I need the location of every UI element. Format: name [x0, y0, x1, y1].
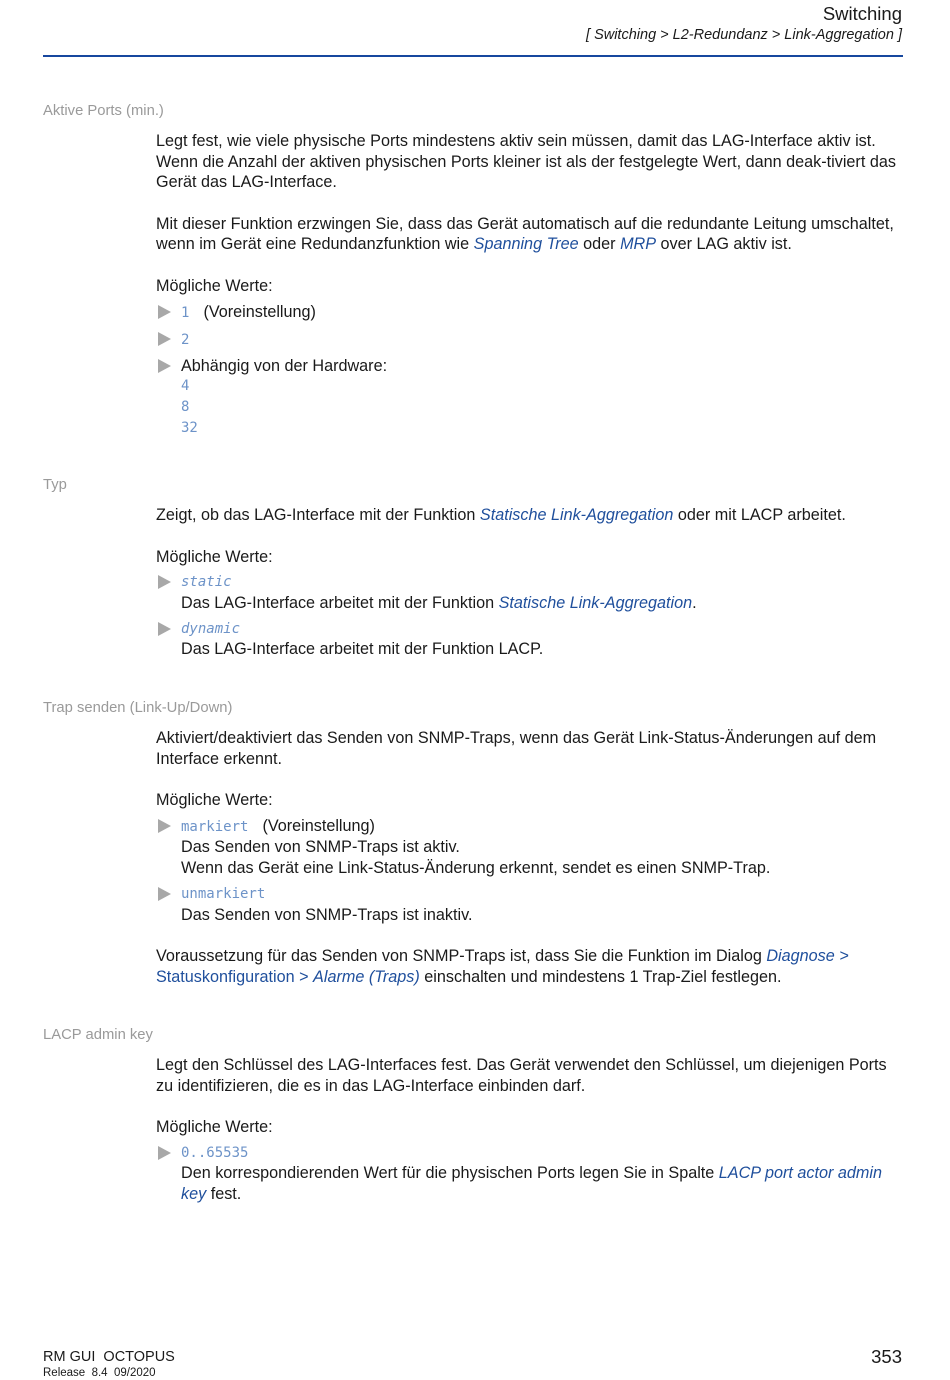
release-info: Release 8.4 09/2020 — [43, 1367, 156, 1379]
triangle-right-icon — [158, 622, 171, 636]
value-code: 32 — [181, 419, 198, 436]
link-statische-link-aggregation[interactable]: Statische Link-Aggregation — [479, 506, 674, 524]
section-typ — [156, 505, 906, 660]
value-code: static — [181, 574, 232, 591]
triangle-right-icon — [158, 887, 171, 901]
possible-values-label: Mögliche Werte: — [156, 276, 273, 295]
page-number: 353 — [871, 1346, 902, 1367]
link-statische-link-aggregation[interactable]: Statische Link-Aggregation — [498, 593, 693, 612]
list-item — [156, 619, 906, 660]
possible-values-label: Mögliche Werte: — [156, 547, 273, 566]
value-code: 2 — [181, 331, 190, 348]
link-alarme-traps[interactable]: Alarme (Traps) — [313, 967, 420, 986]
value-text: Das LAG-Interface arbeitet mit der Funktion LACP. — [181, 640, 544, 659]
triangle-right-icon — [158, 332, 171, 346]
section-trap-senden — [156, 728, 906, 987]
list-item — [156, 572, 906, 613]
value-code: 4 — [181, 378, 190, 395]
triangle-right-icon — [158, 359, 171, 373]
param-label-lacp-admin-key: LACP admin key — [43, 1027, 153, 1043]
value-code: dynamic — [181, 620, 241, 637]
value-text: Wenn das Gerät eine Link-Status-Änderung erkennt, sendet es einen SNMP-Trap. — [181, 858, 771, 877]
list-item — [156, 884, 906, 925]
value-text: Abhängig von der Hardware: — [181, 356, 388, 375]
description: Aktiviert/deaktiviert das Senden von SNMP-Traps, wenn das Gerät Link-Status-Änderungen auf dem Interface erkennt. — [156, 729, 877, 768]
link-mrp[interactable]: MRP — [620, 235, 657, 254]
link-lacp-port-actor-admin-key[interactable]: LACP port actor admin — [718, 1164, 882, 1183]
list-item — [156, 816, 906, 879]
link-lacp-port-actor-admin-key[interactable]: key — [181, 1184, 207, 1203]
breadcrumb: [ Switching > L2-Redundanz > Link-Aggregation ] — [586, 27, 902, 43]
section-lacp-admin-key — [156, 1055, 906, 1205]
document-name: RM GUI OCTOPUS — [43, 1349, 175, 1365]
value-code: 0..65535 — [181, 1144, 249, 1161]
page-title: Switching — [822, 3, 902, 24]
value-text: Den korrespondierenden Wert für die physischen Ports legen Sie in Spalte LACP port actor admin key fest. — [181, 1164, 882, 1203]
value-code: 1 — [181, 304, 190, 321]
value-text: Das Senden von SNMP-Traps ist inaktiv. — [181, 905, 473, 924]
link-diagnose[interactable]: Diagnose > — [766, 947, 849, 966]
prerequisite-note: Voraussetzung für das Senden von SNMP-Traps ist, dass Sie die Funktion im Dialog Diagnose > Statuskonfiguration > Alarme (Traps) einschalten und mindestens 1 Trap-Ziel festlegen. — [156, 947, 849, 986]
possible-values-label: Mögliche Werte: — [156, 791, 273, 810]
value-note: (Voreinstellung) — [262, 816, 375, 835]
triangle-right-icon — [158, 1146, 171, 1160]
description: Mit dieser Funktion erzwingen Sie, dass das Gerät automatisch auf die redundante Leitung umschaltet, wenn im Gerät eine Redundanzfunktion wie Spanning Tree oder MRP over LAG aktiv ist. — [156, 214, 894, 254]
param-label-trap-senden: Trap senden (Link-Up/Down) — [43, 700, 233, 716]
list-item — [156, 329, 906, 351]
value-code: unmarkiert — [181, 886, 266, 903]
possible-values-label: Mögliche Werte: — [156, 1118, 273, 1137]
link-spanning-tree[interactable]: Spanning Tree — [473, 235, 579, 254]
triangle-right-icon — [158, 819, 171, 833]
value-text: Das Senden von SNMP-Traps ist aktiv. — [181, 838, 460, 857]
description: Zeigt, ob das LAG-Interface mit der Funktion Statische Link-Aggregation oder mit LACP arbeitet. — [156, 506, 846, 524]
param-label-aktive-ports: Aktive Ports (min.) — [43, 103, 164, 119]
header-rule — [43, 55, 903, 57]
list-item — [156, 302, 906, 324]
value-note: (Voreinstellung) — [203, 302, 316, 321]
value-code: markiert — [181, 818, 249, 835]
value-text: Das LAG-Interface arbeitet mit der Funktion Statische Link-Aggregation. — [181, 593, 697, 612]
list-item — [156, 356, 906, 438]
link-statuskonfiguration[interactable]: Statuskonfiguration > — [156, 967, 309, 986]
param-label-typ: Typ — [43, 477, 67, 493]
description: Legt den Schlüssel des LAG-Interfaces fest. Das Gerät verwendet den Schlüssel, um diejenigen Ports zu identifizieren, die es in das LAG-Interface einbinden darf. — [156, 1056, 887, 1095]
list-item — [156, 1143, 906, 1205]
triangle-right-icon — [158, 575, 171, 589]
description: Legt fest, wie viele physische Ports mindestens aktiv sein müssen, damit das LAG-Interface aktiv ist. Wenn die Anzahl der aktiven physischen Ports kleiner ist als der festgelegte Wert, dann deak-tiviert das Gerät das LAG-Interface. — [156, 132, 896, 192]
value-code: 8 — [181, 398, 190, 415]
section-aktive-ports — [156, 131, 906, 438]
triangle-right-icon — [158, 305, 171, 319]
